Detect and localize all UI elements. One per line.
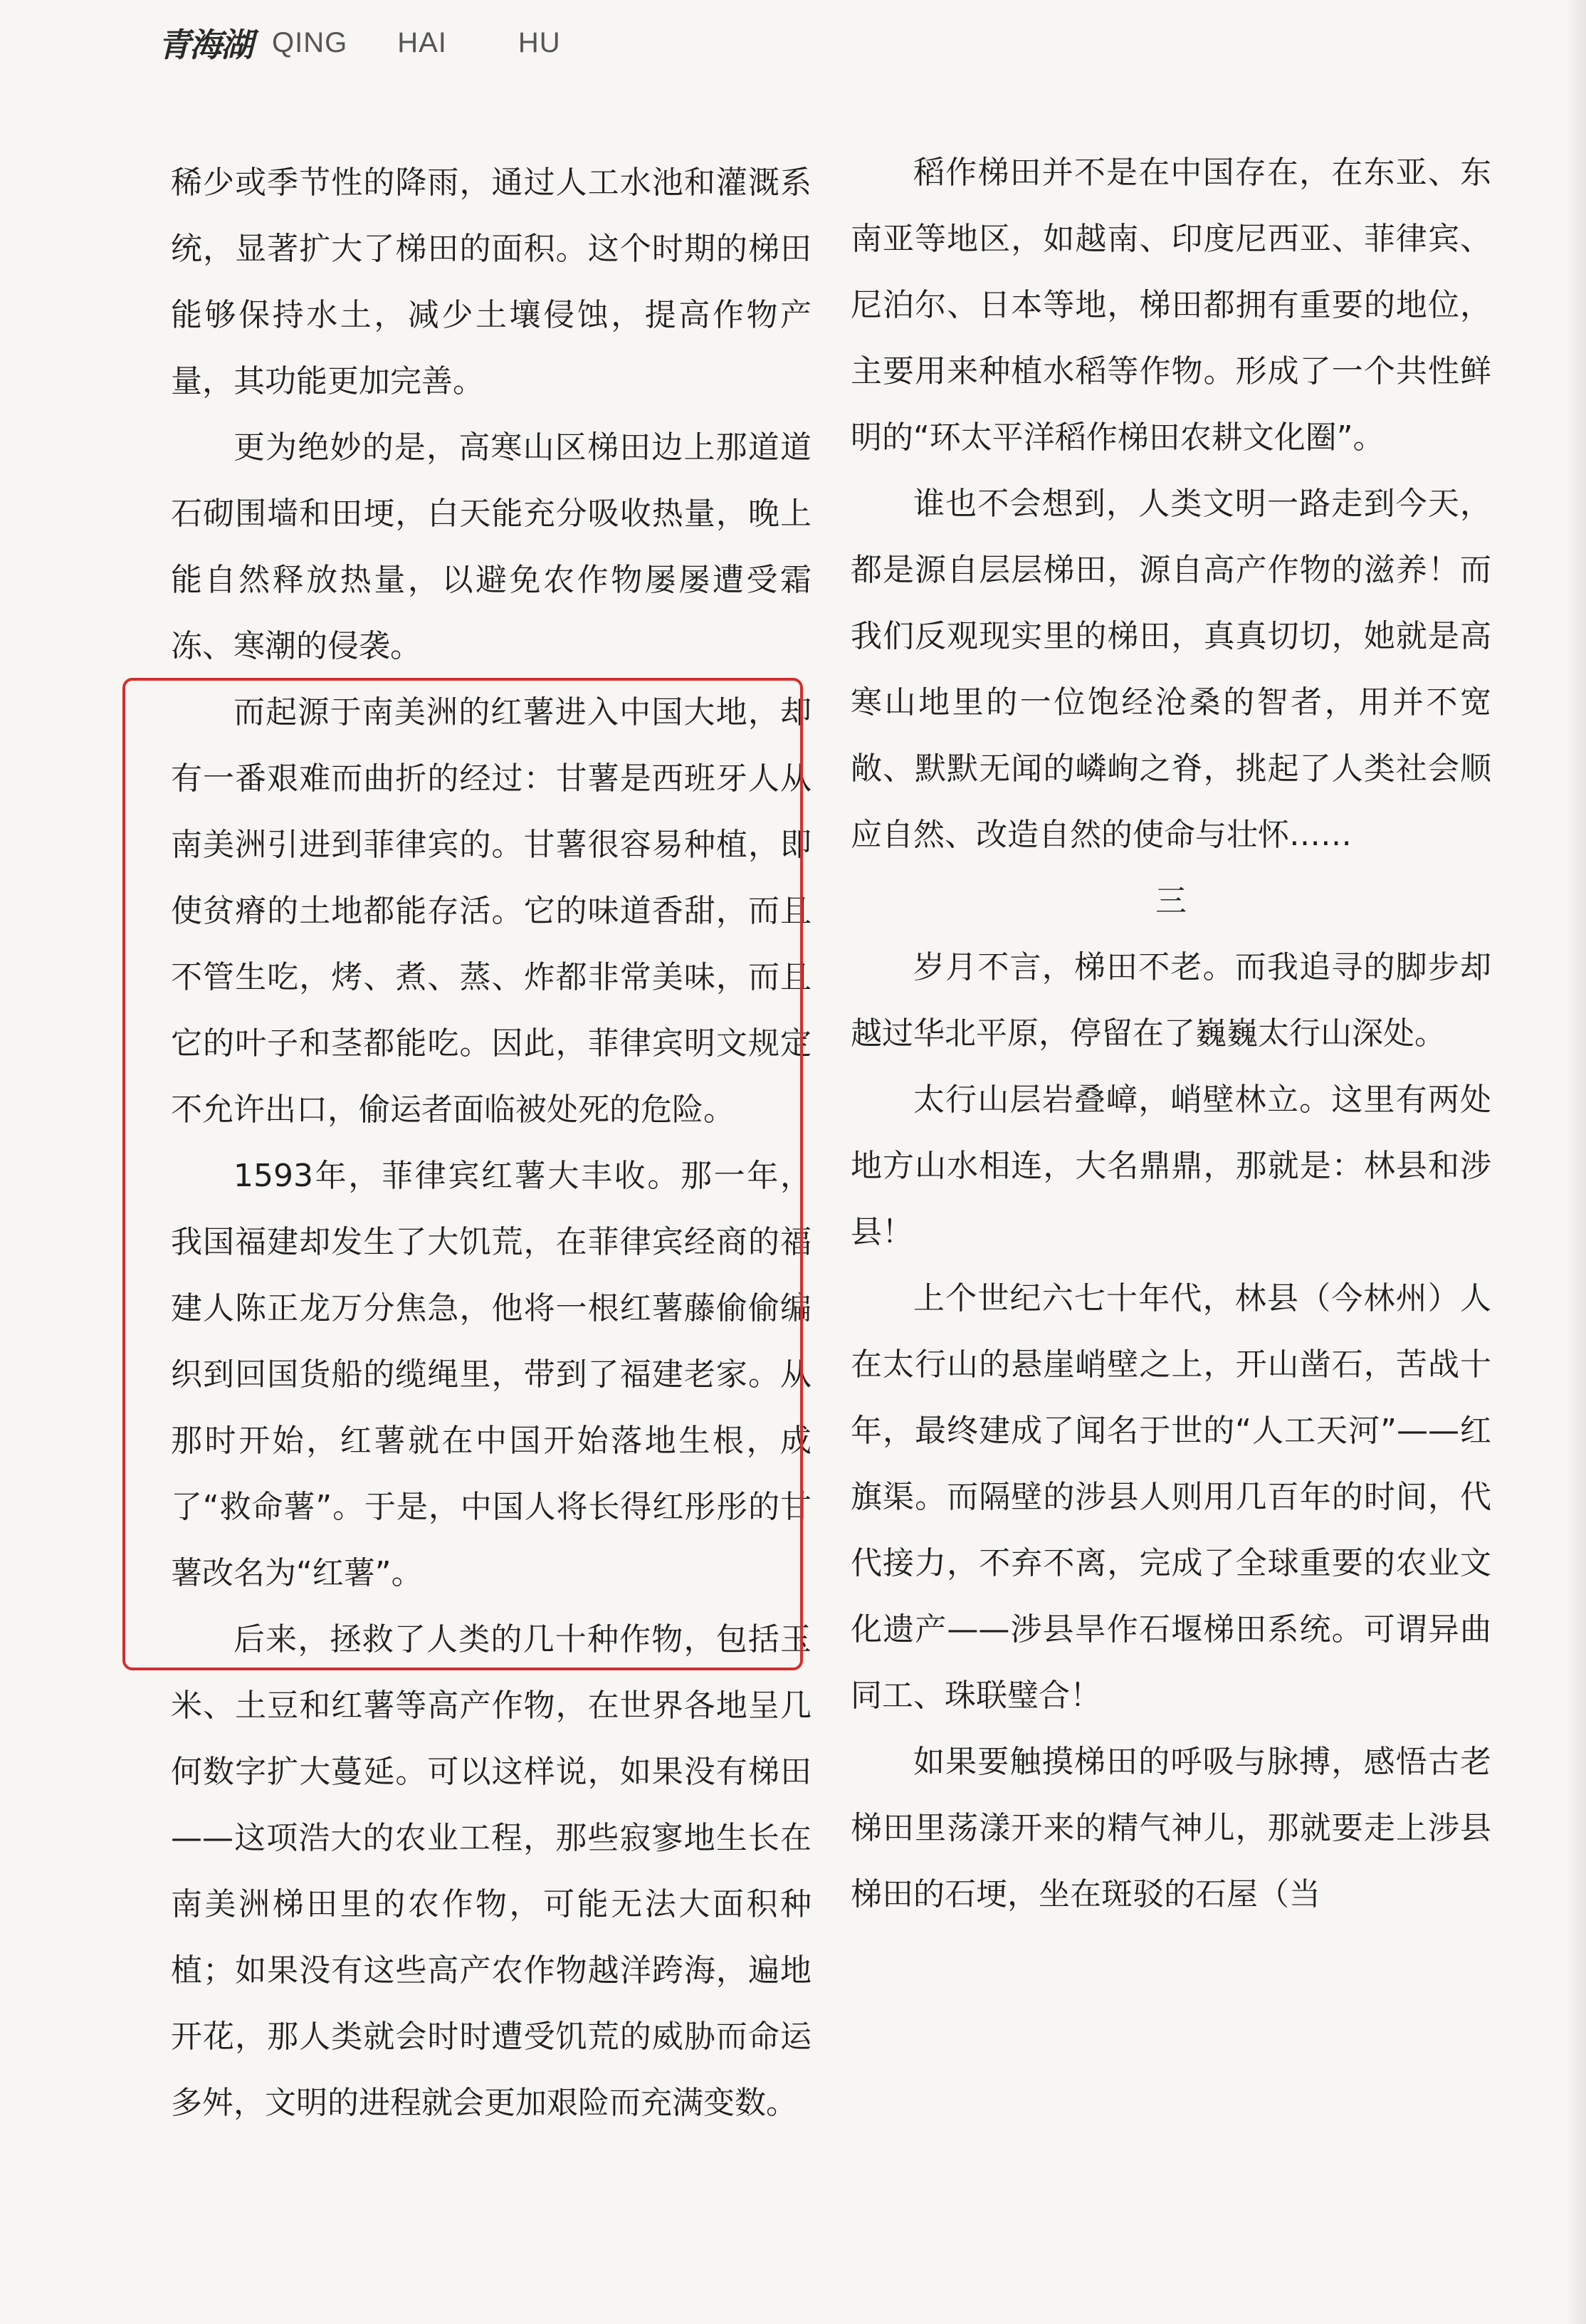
magazine-logo: 青海湖 (158, 26, 252, 64)
paragraph: 岁月不言，梯田不老。而我追寻的脚步却越过华北平原，停留在了巍巍太行山深处。 (851, 949, 1491, 1052)
header-word-hai: HAI (397, 26, 447, 58)
highlighted-paragraph: 1593年，菲律宾红薯大丰收。那一年，我国福建却发生了大饥荒，在菲律宾经商的福建人陈正龙万分焦急，他将一根红薯藤偷偷编织到回国货船的缆绳里，带到了福建老家。从那时开始，红薯就在中国开始落地生根，成了“救命薯”。于是，中国人将长得红彤彤的甘薯改名为“红薯”。 (171, 1158, 812, 1591)
magazine-header (158, 21, 561, 64)
header-word-hu: HU (518, 26, 561, 58)
paragraph: 谁也不会想到，人类文明一路走到今天，都是源自层层梯田，源自高产作物的滋养！而我们反观现实里的梯田，真真切切，她就是高寒山地里的一位饱经沧桑的智者，用并不宽敞、默默无闻的嶙峋之脊，挑起了人类社会顺应自然、改造自然的使命与壮怀…… (851, 486, 1491, 853)
paragraph: 上个世纪六七十年代，林县（今林州）人在太行山的悬崖峭壁之上，开山凿石，苦战十年，最终建成了闻名于世的“人工天河”——红旗渠。而隔壁的涉县人则用几百年的时间，代代接力，不弃不离，完成了全球重要的农业文化遗产——涉县旱作石堰梯田系统。可谓异曲同工、珠联璧合！ (851, 1280, 1491, 1714)
header-word-qing: QING (272, 26, 348, 58)
paragraph: 后来，拯救了人类的几十种作物，包括玉米、土豆和红薯等高产作物，在世界各地呈几何数字扩大蔓延。可以这样说，如果没有梯田——这项浩大的农业工程，那些寂寥地生长在南美洲梯田里的农作物，可能无法大面积种植；如果没有这些高产农作物越洋跨海，遍地开花，那人类就会时时遭受饥荒的威胁而命运多舛，文明的进程就会更加艰险而充满变数。 (171, 1621, 812, 2121)
paragraph: 更为绝妙的是，高寒山区梯田边上那道道石砌围墙和田埂，白天能充分吸收热量，晚上能自然释放热量，以避免农作物屡屡遭受霜冻、寒潮的侵袭。 (171, 429, 812, 664)
paragraph: 如果要触摸梯田的呼吸与脉搏，感悟古老梯田里荡漾开来的精气神儿，那就要走上涉县梯田的石埂，坐在斑驳的石屋（当 (851, 1744, 1491, 1912)
page-edge-shadow (1566, 0, 1586, 2324)
paragraph: 太行山层岩叠嶂，峭壁林立。这里有两处地方山水相连，大名鼎鼎，那就是：林县和涉县！ (851, 1082, 1491, 1250)
paragraph: 稻作梯田并不是在中国存在，在东亚、东南亚等地区，如越南、印度尼西亚、菲律宾、尼泊尔、日本等地，梯田都拥有重要的地位，主要用来种植水稻等作物。形成了一个共性鲜明的“环太平洋稻作梯田农耕文化圈”。 (851, 155, 1491, 456)
highlighted-paragraph: 而起源于南美洲的红薯进入中国大地，却有一番艰难而曲折的经过：甘薯是西班牙人从南美洲引进到菲律宾的。甘薯很容易种植，即使贫瘠的土地都能存活。它的味道香甜，而且不管生吃，烤、煮、蒸、炸都非常美味，而且它的叶子和茎都能吃。因此，菲律宾明文规定不允许出口，偷运者面临被处死的危险。 (171, 694, 812, 1128)
section-heading: 三 (1155, 883, 1187, 919)
paragraph: 稀少或季节性的降雨，通过人工水池和灌溉系统，显著扩大了梯田的面积。这个时期的梯田能够保持水土，减少土壤侵蚀，提高作物产量，其功能更加完善。 (171, 164, 812, 399)
right-column (851, 140, 1491, 1927)
red-highlight-box (122, 678, 803, 1670)
